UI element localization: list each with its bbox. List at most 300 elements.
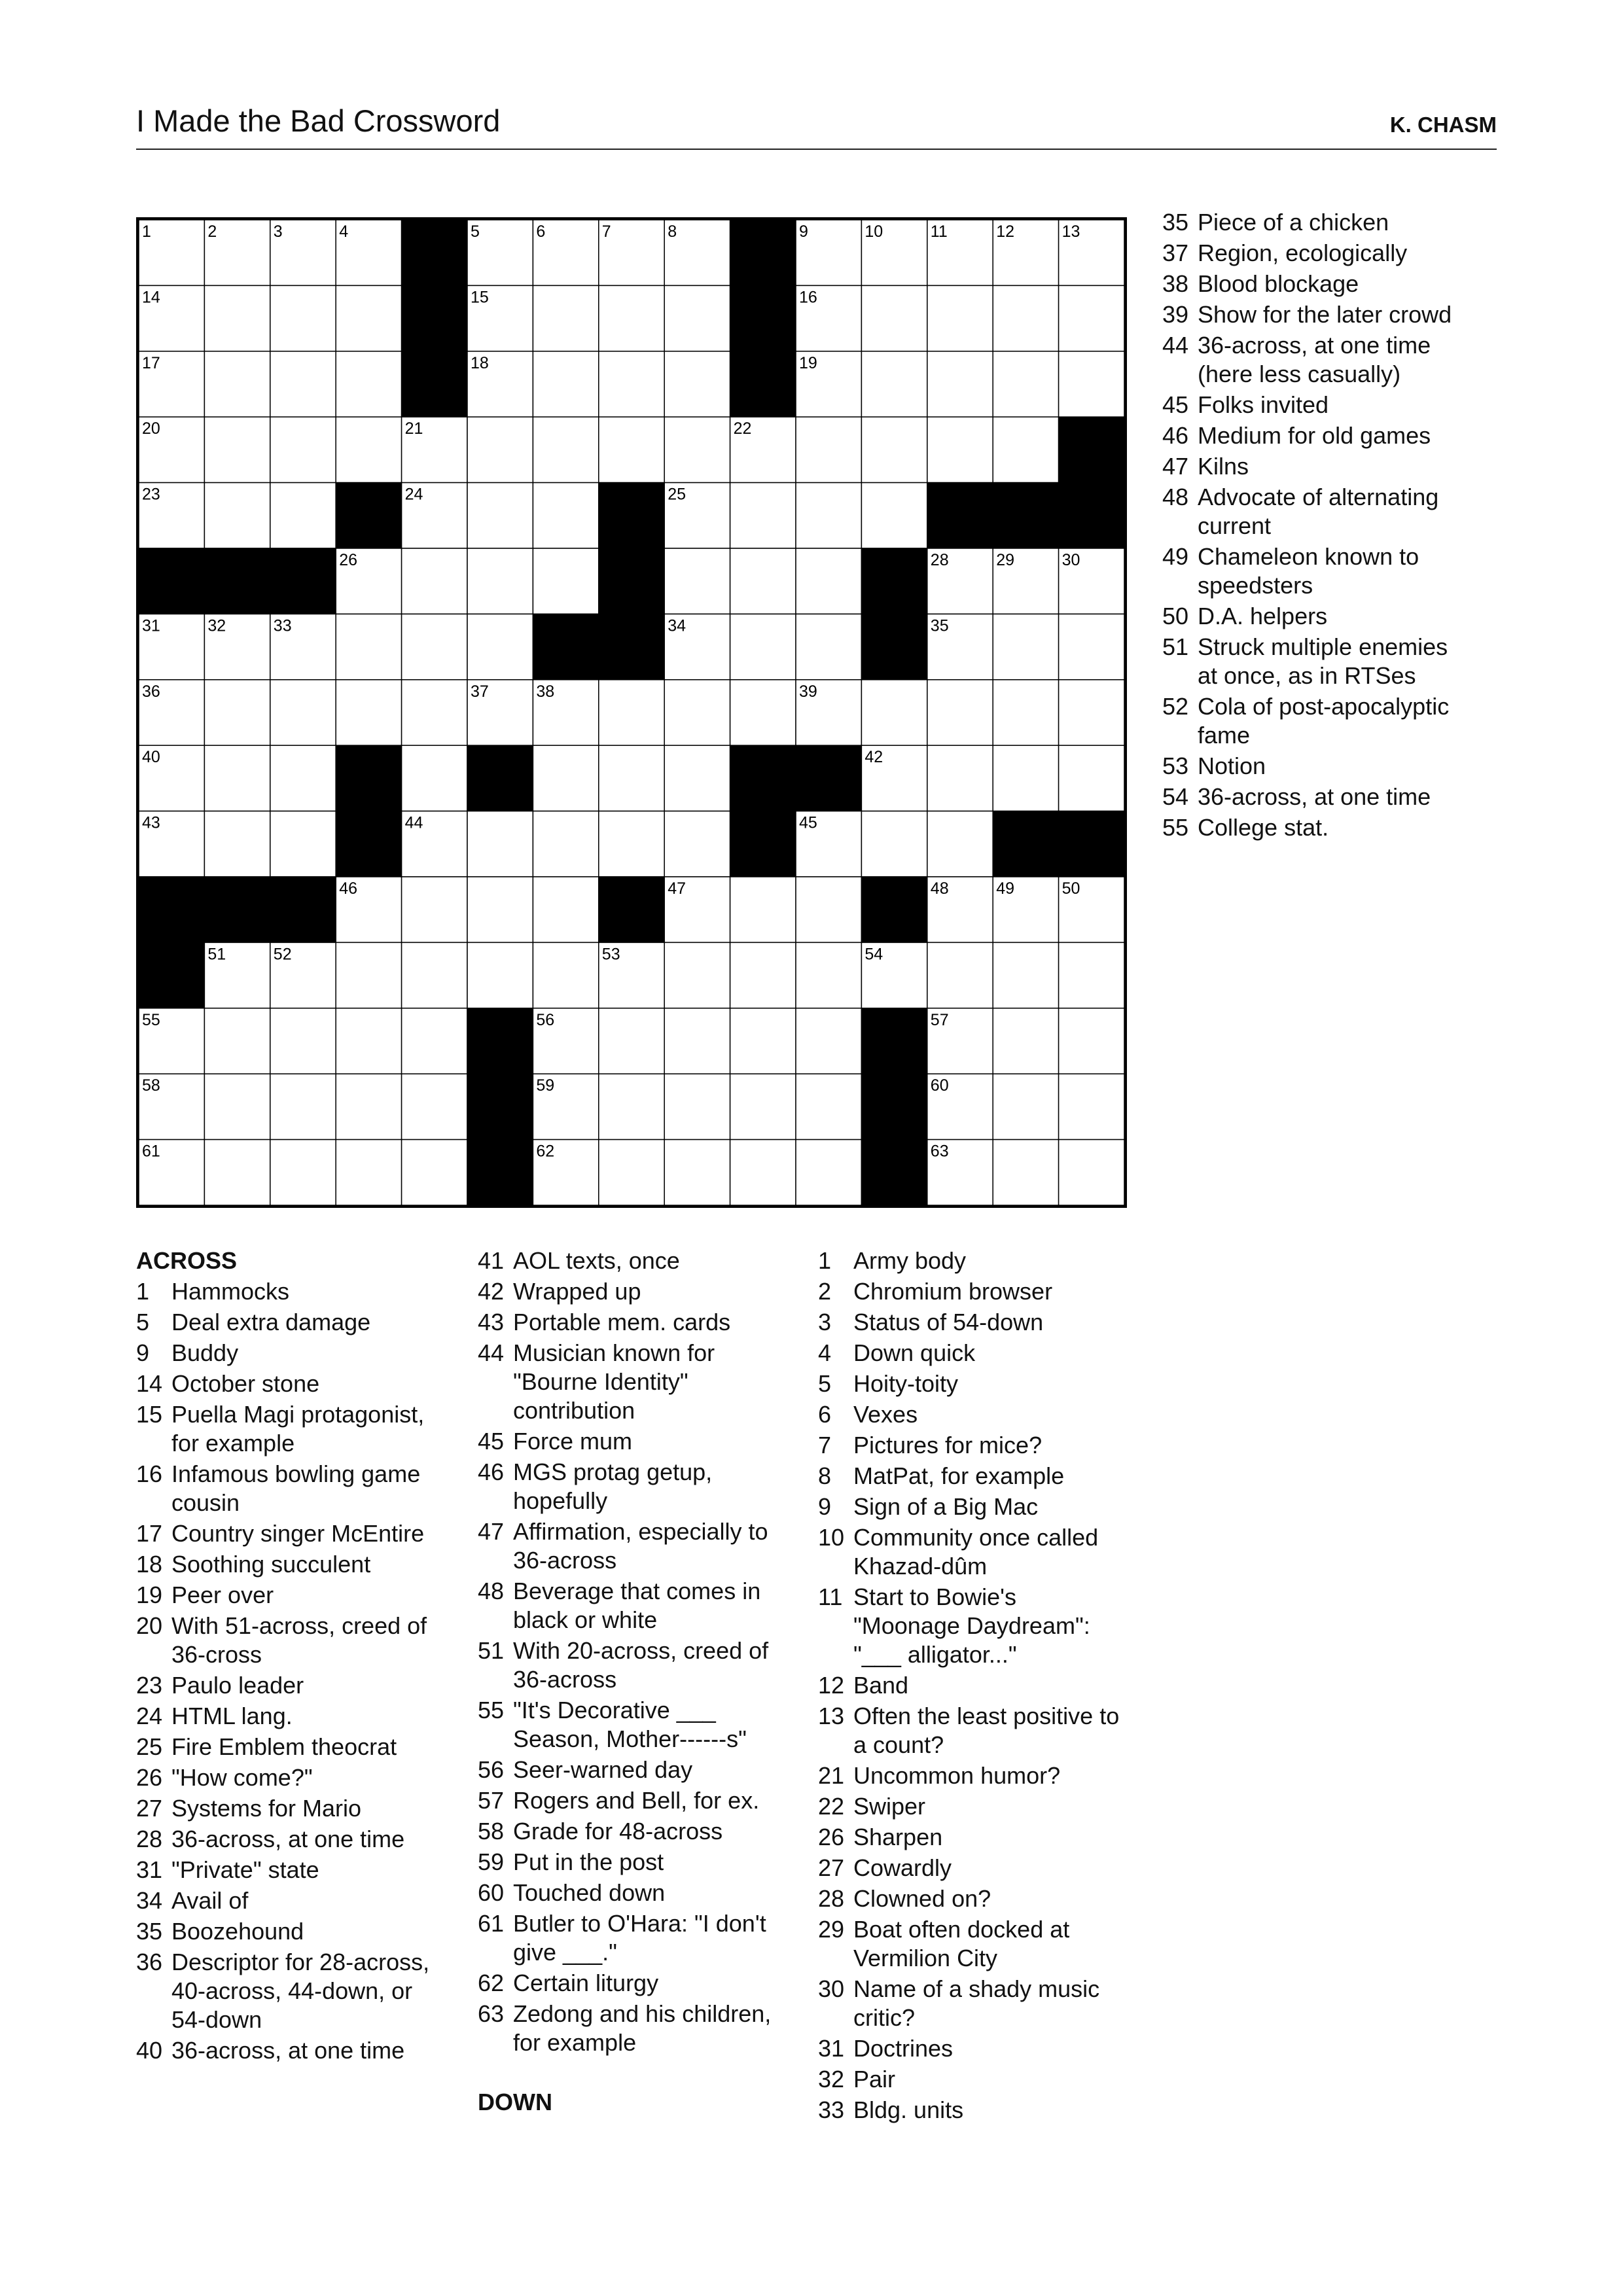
grid-cell[interactable]	[1059, 1140, 1124, 1205]
clue-item	[1162, 270, 1470, 298]
clue-item	[136, 1612, 444, 1669]
clue-text: Buddy	[171, 1339, 239, 1366]
grid-cell[interactable]	[204, 1008, 270, 1074]
grid-cell[interactable]	[730, 1140, 796, 1205]
cell-number: 18	[471, 353, 489, 372]
clue-text: Beverage that comes in black or white	[513, 1578, 761, 1633]
grid-block	[402, 285, 467, 351]
grid-cell[interactable]	[927, 680, 993, 745]
clue-text: Boat often docked at Vermilion City	[853, 1916, 1070, 1971]
grid-cell[interactable]	[270, 1140, 336, 1205]
grid-cell[interactable]	[1059, 614, 1124, 679]
grid-cell[interactable]	[204, 1074, 270, 1139]
clue-item	[818, 1492, 1126, 1521]
grid-cell[interactable]	[993, 745, 1058, 811]
clue-item	[818, 1583, 1126, 1669]
clue-number: 37	[1162, 239, 1189, 266]
clue-item	[478, 1339, 785, 1425]
clue-text: Rogers and Bell, for ex.	[513, 1787, 760, 1814]
grid-cell[interactable]	[533, 548, 598, 614]
cell-number: 58	[142, 1076, 160, 1095]
grid-block	[402, 220, 467, 285]
cell-number: 33	[273, 616, 292, 635]
grid-cell[interactable]	[664, 285, 730, 351]
grid-cell[interactable]	[730, 877, 796, 942]
grid-cell[interactable]	[533, 811, 598, 877]
clue-text: Piece of a chicken	[1198, 209, 1389, 236]
clue-item	[478, 1517, 785, 1575]
grid-cell[interactable]	[336, 942, 401, 1008]
grid-cell[interactable]	[1059, 351, 1124, 417]
clue-number: 13	[818, 1703, 845, 1729]
grid-cell[interactable]	[664, 942, 730, 1008]
clue-number: 48	[478, 1578, 505, 1604]
grid-cell[interactable]	[336, 1140, 401, 1205]
clue-item	[136, 1339, 444, 1368]
grid-block	[730, 220, 796, 285]
grid-cell[interactable]	[993, 680, 1058, 745]
clue-item	[1162, 633, 1470, 690]
clue-text: 36-across, at one time	[171, 1826, 405, 1852]
grid-cell[interactable]	[993, 417, 1058, 482]
cell-number: 48	[930, 879, 949, 898]
grid-cell[interactable]	[270, 417, 336, 482]
clue-text: With 51-across, creed of 36-cross	[171, 1612, 427, 1668]
grid-cell[interactable]	[599, 285, 664, 351]
grid-cell[interactable]	[796, 614, 861, 679]
clue-item	[818, 1308, 1126, 1337]
clue-number: 5	[818, 1370, 832, 1397]
clue-number: 53	[1162, 752, 1189, 779]
clue-number: 35	[1162, 209, 1189, 236]
grid-cell[interactable]	[927, 942, 993, 1008]
grid-cell[interactable]	[796, 548, 861, 614]
grid-block	[599, 877, 664, 942]
grid-block	[1059, 417, 1124, 482]
clue-number: 45	[478, 1428, 505, 1455]
clue-text: Affirmation, especially to 36-across	[513, 1518, 768, 1574]
grid-cell[interactable]	[1059, 745, 1124, 811]
grid-cell[interactable]	[664, 680, 730, 745]
cell-number: 28	[930, 551, 949, 569]
clue-item	[818, 1431, 1126, 1460]
grid-cell[interactable]	[861, 680, 927, 745]
clue-column-2	[478, 1246, 785, 2119]
cell-number: 17	[142, 353, 160, 372]
grid-cell[interactable]	[796, 417, 861, 482]
grid-cell[interactable]	[204, 811, 270, 877]
grid-cell[interactable]	[336, 1074, 401, 1139]
clue-number: 4	[818, 1339, 832, 1366]
clue-item	[478, 1909, 785, 1967]
clue-text: Sharpen	[853, 1824, 943, 1850]
grid-cell[interactable]	[599, 811, 664, 877]
grid-cell[interactable]	[533, 285, 598, 351]
clue-number: 7	[818, 1432, 832, 1458]
grid-cell[interactable]	[270, 285, 336, 351]
grid-cell[interactable]	[467, 548, 533, 614]
grid-cell[interactable]	[1059, 942, 1124, 1008]
clue-text: Down quick	[853, 1339, 976, 1366]
clue-item	[136, 1277, 444, 1306]
clue-text: Hoity-toity	[853, 1370, 959, 1397]
grid-block	[993, 811, 1058, 877]
grid-cell[interactable]	[336, 1008, 401, 1074]
grid-cell[interactable]	[1059, 680, 1124, 745]
grid-cell[interactable]	[730, 680, 796, 745]
cell-number: 36	[142, 682, 160, 701]
grid-cell[interactable]	[730, 483, 796, 548]
grid-cell[interactable]	[993, 285, 1058, 351]
grid-cell[interactable]	[927, 417, 993, 482]
cell-number: 38	[536, 682, 555, 701]
grid-block	[730, 351, 796, 417]
grid-cell[interactable]	[861, 483, 927, 548]
grid-cell[interactable]	[204, 417, 270, 482]
clue-text: Chromium browser	[853, 1278, 1053, 1305]
clue-text: Status of 54-down	[853, 1309, 1044, 1335]
clue-number: 52	[1162, 693, 1189, 720]
grid-cell[interactable]	[336, 351, 401, 417]
clue-number: 54	[1162, 783, 1189, 810]
clue-text: Sign of a Big Mac	[853, 1493, 1039, 1520]
clue-number: 18	[136, 1551, 163, 1578]
clue-number: 5	[136, 1309, 150, 1335]
clue-item	[1162, 331, 1470, 389]
grid-cell[interactable]	[730, 1008, 796, 1074]
grid-block	[599, 548, 664, 614]
grid-cell[interactable]	[861, 285, 927, 351]
grid-cell[interactable]	[270, 1074, 336, 1139]
grid-cell[interactable]	[402, 614, 467, 679]
grid-cell[interactable]	[993, 1140, 1058, 1205]
clue-number: 31	[136, 1856, 163, 1883]
clue-item	[1162, 421, 1470, 450]
grid-cell[interactable]	[204, 285, 270, 351]
clue-number: 1	[818, 1247, 832, 1274]
clue-text: Kilns	[1198, 453, 1249, 480]
grid-cell[interactable]	[336, 417, 401, 482]
cell-number: 35	[930, 616, 949, 635]
clue-item	[1162, 300, 1470, 329]
cell-number: 44	[404, 813, 423, 832]
grid-cell[interactable]	[599, 351, 664, 417]
clue-text: Boozehound	[171, 1918, 304, 1945]
cell-number: 25	[668, 485, 687, 504]
clue-text: Fire Emblem theocrat	[171, 1733, 397, 1760]
clue-number: 11	[818, 1583, 843, 1610]
clue-item	[478, 1246, 785, 1275]
clue-text: Band	[853, 1672, 909, 1699]
grid-cell[interactable]	[664, 745, 730, 811]
clue-text: Cola of post-apocalyptic fame	[1198, 693, 1450, 749]
grid-cell[interactable]	[927, 351, 993, 417]
clue-text: Advocate of alternating current	[1198, 484, 1439, 539]
crossword-grid	[136, 217, 1127, 1208]
grid-block	[730, 285, 796, 351]
clue-text: Hammocks	[171, 1278, 290, 1305]
grid-cell[interactable]	[533, 942, 598, 1008]
clue-item	[478, 1308, 785, 1337]
grid-cell[interactable]	[599, 745, 664, 811]
grid-cell[interactable]	[1059, 1074, 1124, 1139]
clue-item	[136, 1369, 444, 1398]
grid-cell[interactable]	[1059, 285, 1124, 351]
clue-text: MGS protag getup, hopefully	[513, 1458, 713, 1514]
cell-number: 7	[601, 222, 611, 241]
cell-number: 30	[1061, 551, 1080, 569]
clue-item	[478, 2000, 785, 2057]
grid-cell[interactable]	[336, 680, 401, 745]
clue-text: Avail of	[171, 1887, 249, 1914]
grid-cell[interactable]	[796, 1074, 861, 1139]
grid-block	[467, 1140, 533, 1205]
grid-cell[interactable]	[664, 351, 730, 417]
clue-number: 29	[818, 1916, 845, 1943]
grid-cell[interactable]	[336, 614, 401, 679]
grid-cell[interactable]	[402, 942, 467, 1008]
clue-text: Pair	[853, 2066, 896, 2093]
grid-cell[interactable]	[402, 745, 467, 811]
clue-text: Bldg. units	[853, 2096, 964, 2123]
clue-text: Uncommon humor?	[853, 1762, 1061, 1789]
grid-cell[interactable]	[796, 942, 861, 1008]
clue-number: 19	[136, 1581, 163, 1608]
grid-cell[interactable]	[861, 417, 927, 482]
cell-number: 43	[142, 813, 160, 832]
cell-number: 8	[668, 222, 677, 241]
grid-cell[interactable]	[993, 614, 1058, 679]
grid-cell[interactable]	[730, 1074, 796, 1139]
grid-block	[467, 745, 533, 811]
grid-block	[336, 811, 401, 877]
clue-number: 39	[1162, 301, 1189, 328]
grid-cell[interactable]	[664, 1008, 730, 1074]
grid-cell[interactable]	[599, 417, 664, 482]
clue-number: 33	[818, 2096, 845, 2123]
grid-block	[796, 745, 861, 811]
puzzle-title: I Made the Bad Crossword	[136, 103, 501, 138]
grid-cell[interactable]	[599, 680, 664, 745]
cell-number: 54	[865, 945, 883, 964]
grid-cell[interactable]	[270, 680, 336, 745]
grid-cell[interactable]	[402, 1140, 467, 1205]
grid-cell[interactable]	[599, 1140, 664, 1205]
grid-cell[interactable]	[599, 1008, 664, 1074]
grid-block	[861, 548, 927, 614]
cell-number: 3	[273, 222, 283, 241]
grid-block	[467, 1008, 533, 1074]
clue-number: 25	[136, 1733, 163, 1760]
grid-cell[interactable]	[664, 1140, 730, 1205]
grid-cell[interactable]	[993, 351, 1058, 417]
grid-cell[interactable]	[204, 680, 270, 745]
grid-cell[interactable]	[796, 483, 861, 548]
grid-cell[interactable]	[664, 548, 730, 614]
clue-number: 9	[818, 1493, 832, 1520]
grid-cell[interactable]	[402, 1074, 467, 1139]
clue-text: Butler to O'Hara: "I don't give ___."	[513, 1910, 766, 1966]
clue-item	[818, 1277, 1126, 1306]
grid-block	[139, 548, 204, 614]
clue-item	[136, 1794, 444, 1823]
grid-cell[interactable]	[664, 417, 730, 482]
clue-item	[1162, 813, 1470, 842]
clue-text: Region, ecologically	[1198, 239, 1408, 266]
clue-text: Struck multiple enemies at once, as in RTSes	[1198, 633, 1448, 689]
grid-cell[interactable]	[927, 811, 993, 877]
clue-text: Pictures for mice?	[853, 1432, 1043, 1458]
grid-cell[interactable]	[467, 877, 533, 942]
grid-block	[730, 811, 796, 877]
grid-cell[interactable]	[204, 351, 270, 417]
cell-number: 4	[339, 222, 349, 241]
grid-cell[interactable]	[270, 1008, 336, 1074]
grid-cell[interactable]	[467, 942, 533, 1008]
grid-cell[interactable]	[270, 483, 336, 548]
clue-item	[1162, 692, 1470, 750]
grid-block	[993, 483, 1058, 548]
clue-number: 3	[818, 1309, 832, 1335]
clue-item	[1162, 542, 1470, 600]
clue-item	[136, 1948, 444, 2034]
grid-cell[interactable]	[204, 1140, 270, 1205]
cell-number: 46	[339, 879, 358, 898]
clue-number: 41	[478, 1247, 505, 1274]
clue-number: 21	[818, 1762, 845, 1789]
cell-number: 21	[404, 419, 423, 438]
clue-item	[818, 2096, 1126, 2125]
clue-number: 26	[818, 1824, 845, 1850]
grid-cell[interactable]	[402, 548, 467, 614]
grid-cell[interactable]	[993, 1008, 1058, 1074]
grid-cell[interactable]	[664, 811, 730, 877]
clue-item	[818, 1884, 1126, 1913]
grid-cell[interactable]	[599, 1074, 664, 1139]
grid-cell[interactable]	[927, 745, 993, 811]
cell-number: 19	[799, 353, 817, 372]
clue-item	[478, 1636, 785, 1694]
grid-cell[interactable]	[730, 548, 796, 614]
cell-number: 60	[930, 1076, 949, 1095]
clue-number: 2	[818, 1278, 832, 1305]
grid-cell[interactable]	[270, 351, 336, 417]
grid-cell[interactable]	[402, 680, 467, 745]
grid-cell[interactable]	[730, 614, 796, 679]
clue-number: 34	[136, 1887, 163, 1914]
clue-column-1	[136, 1246, 444, 2067]
clue-item	[818, 1702, 1126, 1759]
clue-item	[478, 1277, 785, 1306]
grid-block	[861, 614, 927, 679]
clue-item	[136, 1581, 444, 1610]
grid-cell[interactable]	[402, 1008, 467, 1074]
cell-number: 57	[930, 1010, 949, 1029]
clue-item	[818, 1400, 1126, 1429]
clue-number: 44	[478, 1339, 505, 1366]
grid-cell[interactable]	[796, 1008, 861, 1074]
clue-item	[136, 2036, 444, 2065]
cell-number: 23	[142, 485, 160, 504]
grid-block	[139, 877, 204, 942]
clue-number: 31	[818, 2035, 845, 2062]
clue-number: 32	[818, 2066, 845, 2093]
grid-cell[interactable]	[927, 285, 993, 351]
grid-cell[interactable]	[796, 877, 861, 942]
clue-item	[136, 1886, 444, 1915]
grid-cell[interactable]	[204, 745, 270, 811]
clue-text: Put in the post	[513, 1848, 664, 1875]
clue-text: With 20-across, creed of 36-across	[513, 1637, 769, 1693]
grid-cell[interactable]	[533, 877, 598, 942]
grid-cell[interactable]	[993, 1074, 1058, 1139]
grid-cell[interactable]	[467, 417, 533, 482]
grid-block	[599, 483, 664, 548]
clue-number: 49	[1162, 543, 1189, 570]
cell-number: 40	[142, 748, 160, 767]
clue-text: Clowned on?	[853, 1885, 991, 1912]
clue-number: 46	[478, 1458, 505, 1485]
grid-cell[interactable]	[796, 1140, 861, 1205]
cell-number: 26	[339, 551, 358, 569]
cell-number: 24	[404, 485, 423, 504]
clue-item	[136, 1550, 444, 1579]
grid-cell[interactable]	[467, 811, 533, 877]
grid-cell[interactable]	[861, 351, 927, 417]
grid-cell[interactable]	[467, 483, 533, 548]
cell-number: 14	[142, 288, 160, 307]
grid-cell[interactable]	[533, 417, 598, 482]
grid-cell[interactable]	[533, 745, 598, 811]
grid-cell[interactable]	[467, 614, 533, 679]
clue-number: 1	[136, 1278, 150, 1305]
grid-cell[interactable]	[533, 483, 598, 548]
clue-number: 57	[478, 1787, 505, 1814]
cell-number: 34	[668, 616, 687, 635]
grid-cell[interactable]	[270, 745, 336, 811]
grid-cell[interactable]	[533, 351, 598, 417]
clue-item	[818, 1523, 1126, 1581]
clue-column-3	[818, 1246, 1126, 2127]
spacer	[478, 2059, 785, 2088]
cell-number: 16	[799, 288, 817, 307]
puzzle-author: K. CHASM	[1389, 113, 1497, 137]
cell-number: 22	[733, 419, 752, 438]
grid-cell[interactable]	[270, 811, 336, 877]
clue-text: Touched down	[513, 1879, 666, 1906]
clue-item	[136, 1702, 444, 1731]
grid-block	[1059, 483, 1124, 548]
cell-number: 56	[536, 1010, 555, 1029]
clue-text: Grade for 48-across	[513, 1818, 723, 1845]
grid-cell[interactable]	[336, 285, 401, 351]
grid-cell[interactable]	[1059, 1008, 1124, 1074]
cell-number: 59	[536, 1076, 555, 1095]
grid-cell[interactable]	[204, 483, 270, 548]
grid-block	[861, 1074, 927, 1139]
clue-text: Notion	[1198, 752, 1266, 779]
grid-cell[interactable]	[730, 942, 796, 1008]
grid-cell[interactable]	[993, 942, 1058, 1008]
cell-number: 37	[471, 682, 489, 701]
cell-number: 32	[207, 616, 226, 635]
clue-number: 20	[136, 1612, 163, 1639]
clue-text: Doctrines	[853, 2035, 954, 2062]
clue-item	[1162, 783, 1470, 811]
grid-cell[interactable]	[861, 811, 927, 877]
grid-cell[interactable]	[664, 1074, 730, 1139]
grid-cell[interactable]	[402, 877, 467, 942]
